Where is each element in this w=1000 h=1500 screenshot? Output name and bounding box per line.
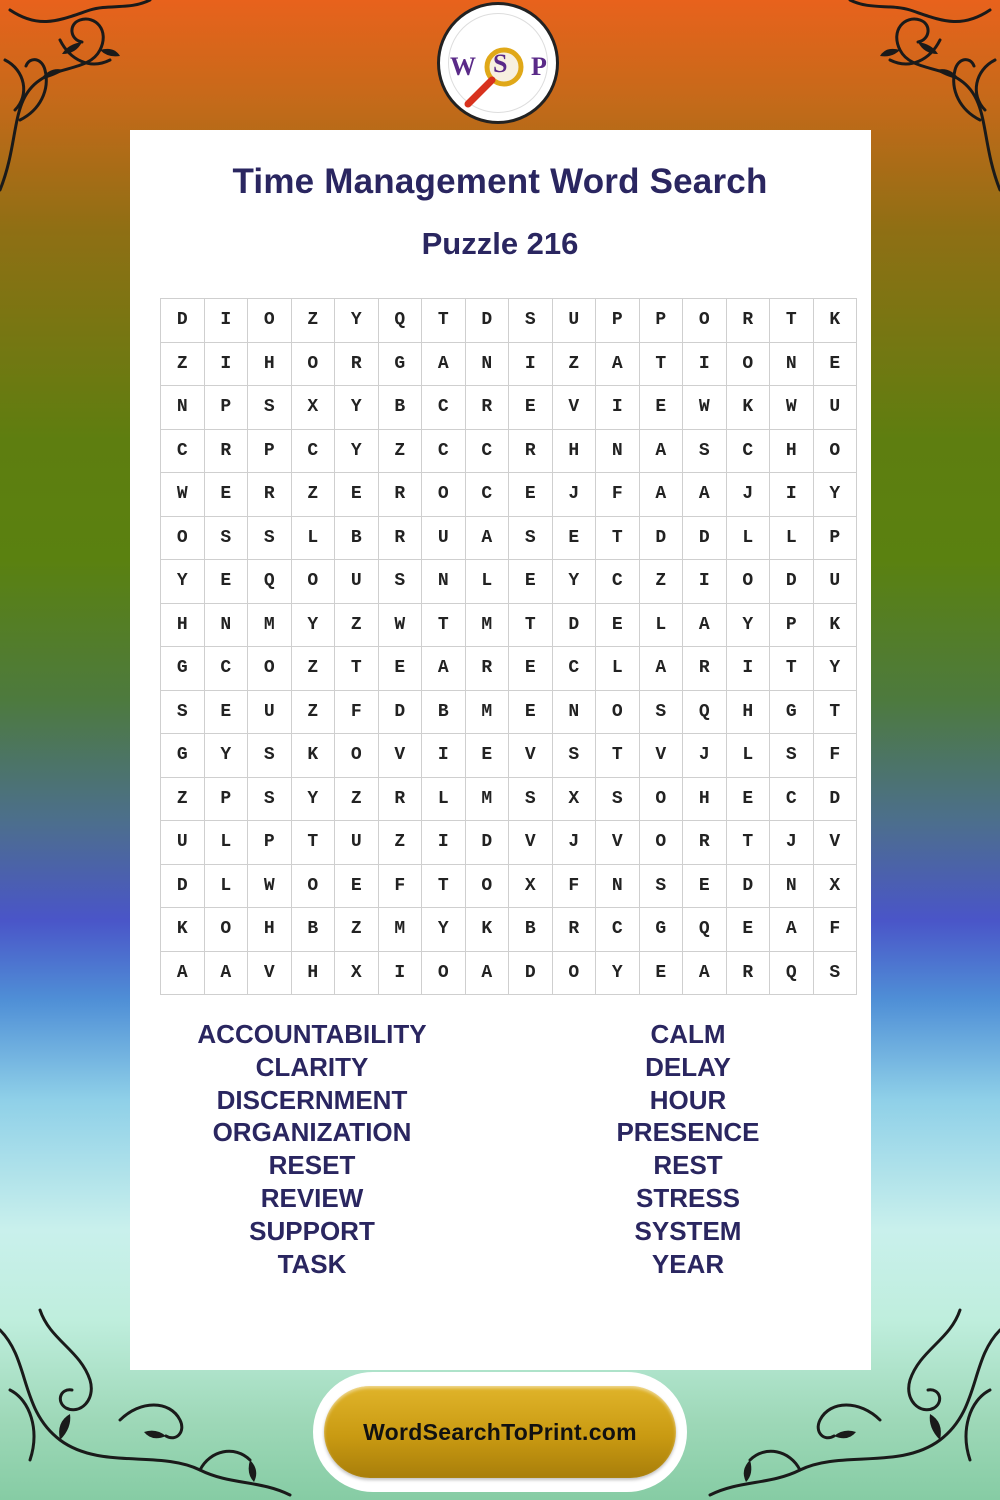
grid-cell[interactable]: P xyxy=(248,821,292,865)
grid-cell[interactable]: S xyxy=(509,516,553,560)
grid-cell[interactable]: U xyxy=(813,560,857,604)
grid-cell[interactable]: E xyxy=(204,473,248,517)
grid-cell[interactable]: L xyxy=(726,516,770,560)
grid-cell[interactable]: Z xyxy=(291,647,335,691)
word-list-item: RESET xyxy=(268,1150,356,1181)
grid-cell[interactable]: N xyxy=(465,342,509,386)
grid-row xyxy=(161,342,857,386)
grid-cell[interactable]: O xyxy=(552,951,596,995)
grid-cell[interactable]: Q xyxy=(683,908,727,952)
grid-cell[interactable]: J xyxy=(552,821,596,865)
grid-cell[interactable]: Q xyxy=(248,560,292,604)
grid-cell[interactable]: R xyxy=(204,429,248,473)
grid-cell[interactable]: O xyxy=(291,560,335,604)
grid-cell[interactable]: O xyxy=(596,690,640,734)
grid-cell[interactable]: N xyxy=(204,603,248,647)
grid-cell[interactable]: S xyxy=(813,951,857,995)
grid-cell[interactable]: D xyxy=(683,516,727,560)
grid-cell[interactable]: X xyxy=(291,386,335,430)
grid-cell[interactable]: P xyxy=(204,777,248,821)
grid-cell[interactable]: O xyxy=(726,342,770,386)
grid-cell[interactable]: Q xyxy=(770,951,814,995)
grid-cell[interactable]: C xyxy=(465,429,509,473)
grid-row xyxy=(161,429,857,473)
grid-cell[interactable]: L xyxy=(465,560,509,604)
grid-cell[interactable]: S xyxy=(248,386,292,430)
grid-cell[interactable]: A xyxy=(465,516,509,560)
grid-row xyxy=(161,734,857,778)
grid-cell[interactable]: X xyxy=(552,777,596,821)
grid-cell[interactable]: O xyxy=(726,560,770,604)
grid-row xyxy=(161,603,857,647)
grid-cell[interactable]: O xyxy=(683,299,727,343)
grid-cell[interactable]: P xyxy=(639,299,683,343)
grid-cell[interactable]: I xyxy=(683,560,727,604)
grid-cell[interactable]: S xyxy=(552,734,596,778)
grid-cell[interactable]: X xyxy=(509,864,553,908)
word-list-item: STRESS xyxy=(635,1182,741,1213)
grid-cell[interactable]: N xyxy=(596,429,640,473)
grid-cell[interactable]: G xyxy=(770,690,814,734)
grid-row xyxy=(161,647,857,691)
grid-cell[interactable]: D xyxy=(378,690,422,734)
grid-cell[interactable]: E xyxy=(335,473,379,517)
grid-cell[interactable]: T xyxy=(596,734,640,778)
grid-cell[interactable]: A xyxy=(204,951,248,995)
grid-row xyxy=(161,777,857,821)
puzzle-number: Puzzle 216 xyxy=(421,226,579,261)
grid-cell[interactable]: L xyxy=(291,516,335,560)
grid-cell[interactable]: E xyxy=(683,864,727,908)
grid-cell[interactable]: R xyxy=(683,647,727,691)
word-list-item: YEAR xyxy=(651,1248,725,1279)
grid-cell[interactable]: E xyxy=(509,647,553,691)
grid-cell[interactable]: Y xyxy=(291,603,335,647)
grid-cell[interactable]: E xyxy=(465,734,509,778)
grid-cell[interactable]: C xyxy=(596,560,640,604)
grid-cell[interactable]: Z xyxy=(291,299,335,343)
grid-cell[interactable]: T xyxy=(639,342,683,386)
grid-cell[interactable]: R xyxy=(726,951,770,995)
grid-cell[interactable]: Y xyxy=(726,603,770,647)
grid-cell[interactable]: Z xyxy=(378,821,422,865)
grid-cell[interactable]: E xyxy=(204,560,248,604)
grid-cell[interactable]: T xyxy=(509,603,553,647)
logo-letter-p: P xyxy=(531,52,547,81)
grid-cell[interactable]: T xyxy=(422,299,466,343)
word-list-item: HOUR xyxy=(649,1084,727,1115)
grid-cell[interactable]: Z xyxy=(335,777,379,821)
grid-cell[interactable]: N xyxy=(552,690,596,734)
grid-cell[interactable]: S xyxy=(378,560,422,604)
grid-cell[interactable]: C xyxy=(291,429,335,473)
grid-cell[interactable]: F xyxy=(335,690,379,734)
grid-cell[interactable]: V xyxy=(813,821,857,865)
grid-cell[interactable]: L xyxy=(204,821,248,865)
grid-cell[interactable]: O xyxy=(639,821,683,865)
grid-cell[interactable]: C xyxy=(552,647,596,691)
grid-cell[interactable]: K xyxy=(813,299,857,343)
grid-cell[interactable]: S xyxy=(248,777,292,821)
grid-cell[interactable]: T xyxy=(813,690,857,734)
grid-cell[interactable]: S xyxy=(248,516,292,560)
grid-cell[interactable]: L xyxy=(770,516,814,560)
grid-cell[interactable]: S xyxy=(770,734,814,778)
grid-row xyxy=(161,908,857,952)
grid-cell[interactable]: I xyxy=(770,473,814,517)
grid-cell[interactable]: S xyxy=(639,690,683,734)
grid-cell[interactable]: H xyxy=(770,429,814,473)
grid-cell[interactable]: M xyxy=(465,690,509,734)
page-title: Time Management Word Search xyxy=(232,162,768,201)
grid-cell[interactable]: T xyxy=(422,603,466,647)
grid-cell[interactable]: B xyxy=(291,908,335,952)
grid-cell[interactable]: O xyxy=(639,777,683,821)
grid-cell[interactable]: M xyxy=(378,908,422,952)
grid-cell[interactable]: C xyxy=(204,647,248,691)
grid-cell[interactable]: Z xyxy=(161,342,205,386)
grid-cell[interactable]: Z xyxy=(291,690,335,734)
grid-cell[interactable]: K xyxy=(161,908,205,952)
grid-cell[interactable]: L xyxy=(639,603,683,647)
grid-cell[interactable]: R xyxy=(552,908,596,952)
grid-cell[interactable]: W xyxy=(161,473,205,517)
word-list-item: CLARITY xyxy=(255,1051,369,1082)
grid-cell[interactable]: E xyxy=(552,516,596,560)
grid-cell[interactable]: Y xyxy=(335,386,379,430)
grid-cell[interactable]: Y xyxy=(335,429,379,473)
grid-cell[interactable]: I xyxy=(596,386,640,430)
grid-cell[interactable]: C xyxy=(770,777,814,821)
grid-cell[interactable]: M xyxy=(465,603,509,647)
grid-cell[interactable]: E xyxy=(204,690,248,734)
grid-cell[interactable]: O xyxy=(204,908,248,952)
grid-cell[interactable]: G xyxy=(161,647,205,691)
grid-cell[interactable]: H xyxy=(291,951,335,995)
grid-cell[interactable]: A xyxy=(770,908,814,952)
grid-cell[interactable]: O xyxy=(291,342,335,386)
grid-cell[interactable]: H xyxy=(552,429,596,473)
grid-cell[interactable]: L xyxy=(422,777,466,821)
grid-cell[interactable]: A xyxy=(465,951,509,995)
grid-cell[interactable]: Y xyxy=(422,908,466,952)
grid-cell[interactable]: T xyxy=(335,647,379,691)
grid-cell[interactable]: K xyxy=(291,734,335,778)
grid-cell[interactable]: B xyxy=(335,516,379,560)
grid-cell[interactable]: V xyxy=(509,821,553,865)
grid-cell[interactable]: Y xyxy=(552,560,596,604)
grid-cell[interactable]: S xyxy=(161,690,205,734)
grid-cell[interactable]: R xyxy=(683,821,727,865)
word-list-item: ORGANIZATION xyxy=(212,1117,412,1148)
grid-cell[interactable]: N xyxy=(770,864,814,908)
grid-row xyxy=(161,690,857,734)
grid-cell[interactable]: W xyxy=(770,386,814,430)
wsp-logo[interactable] xyxy=(437,2,559,124)
grid-cell[interactable]: U xyxy=(813,386,857,430)
grid-cell[interactable]: G xyxy=(378,342,422,386)
grid-cell[interactable]: S xyxy=(248,734,292,778)
grid-cell[interactable]: U xyxy=(335,821,379,865)
grid-cell[interactable]: L xyxy=(204,864,248,908)
grid-cell[interactable]: Z xyxy=(335,603,379,647)
grid-cell[interactable]: I xyxy=(422,821,466,865)
grid-cell[interactable]: H xyxy=(683,777,727,821)
grid-cell[interactable]: I xyxy=(422,734,466,778)
grid-cell[interactable]: R xyxy=(465,386,509,430)
grid-cell[interactable]: T xyxy=(770,647,814,691)
grid-cell[interactable]: E xyxy=(378,647,422,691)
grid-cell[interactable]: B xyxy=(509,908,553,952)
grid-cell[interactable]: J xyxy=(552,473,596,517)
grid-cell[interactable]: Y xyxy=(291,777,335,821)
grid-cell[interactable]: I xyxy=(204,299,248,343)
grid-cell[interactable]: D xyxy=(639,516,683,560)
grid-cell[interactable]: D xyxy=(161,299,205,343)
grid-cell[interactable]: S xyxy=(639,864,683,908)
grid-cell[interactable]: R xyxy=(248,473,292,517)
grid-cell[interactable]: H xyxy=(248,342,292,386)
grid-cell[interactable]: Z xyxy=(161,777,205,821)
grid-cell[interactable]: O xyxy=(422,473,466,517)
grid-cell[interactable]: R xyxy=(509,429,553,473)
grid-cell[interactable]: X xyxy=(335,951,379,995)
grid-cell[interactable]: N xyxy=(161,386,205,430)
grid-row xyxy=(161,951,857,995)
grid-cell[interactable]: I xyxy=(509,342,553,386)
grid-cell[interactable]: Z xyxy=(639,560,683,604)
grid-cell[interactable]: A xyxy=(683,951,727,995)
grid-cell[interactable]: F xyxy=(596,473,640,517)
grid-cell[interactable]: O xyxy=(335,734,379,778)
logo-letter-s: S xyxy=(493,49,508,78)
grid-cell[interactable]: R xyxy=(465,647,509,691)
grid-cell[interactable]: R xyxy=(378,516,422,560)
grid-cell[interactable]: C xyxy=(161,429,205,473)
grid-cell[interactable]: N xyxy=(770,342,814,386)
grid-cell[interactable]: K xyxy=(726,386,770,430)
grid-cell[interactable]: T xyxy=(422,864,466,908)
website-link-button[interactable] xyxy=(324,1386,676,1478)
website-link-label: WordSearchToPrint.com xyxy=(363,1418,637,1445)
grid-cell[interactable]: Y xyxy=(161,560,205,604)
grid-cell[interactable]: K xyxy=(465,908,509,952)
grid-cell[interactable]: O xyxy=(291,864,335,908)
grid-cell[interactable]: Y xyxy=(596,951,640,995)
word-list-item: CALM xyxy=(650,1019,726,1049)
grid-cell[interactable]: Y xyxy=(813,473,857,517)
grid-cell[interactable]: P xyxy=(596,299,640,343)
grid-cell[interactable]: E xyxy=(639,951,683,995)
grid-cell[interactable]: P xyxy=(204,386,248,430)
grid-cell[interactable]: V xyxy=(509,734,553,778)
grid-cell[interactable]: A xyxy=(161,951,205,995)
grid-cell[interactable]: V xyxy=(378,734,422,778)
grid-cell[interactable]: C xyxy=(465,473,509,517)
grid-cell[interactable]: E xyxy=(509,560,553,604)
grid-cell[interactable]: L xyxy=(726,734,770,778)
grid-cell[interactable]: C xyxy=(726,429,770,473)
grid-cell[interactable]: R xyxy=(378,777,422,821)
grid-cell[interactable]: R xyxy=(378,473,422,517)
word-list-item: DISCERNMENT xyxy=(216,1084,408,1115)
grid-cell[interactable]: V xyxy=(552,386,596,430)
grid-cell[interactable]: R xyxy=(335,342,379,386)
grid-cell[interactable]: S xyxy=(509,777,553,821)
grid-cell[interactable]: E xyxy=(335,864,379,908)
grid-cell[interactable]: A xyxy=(683,473,727,517)
word-list-left xyxy=(162,1018,462,1280)
grid-cell[interactable]: V xyxy=(248,951,292,995)
grid-cell[interactable]: E xyxy=(639,386,683,430)
grid-cell[interactable]: O xyxy=(248,647,292,691)
grid-cell[interactable]: P xyxy=(248,429,292,473)
grid-cell[interactable]: I xyxy=(204,342,248,386)
grid-cell[interactable]: Y xyxy=(204,734,248,778)
grid-cell[interactable]: P xyxy=(813,516,857,560)
grid-cell[interactable]: I xyxy=(378,951,422,995)
grid-cell[interactable]: E xyxy=(509,690,553,734)
grid-cell[interactable]: O xyxy=(161,516,205,560)
grid-cell[interactable]: Z xyxy=(335,908,379,952)
grid-cell[interactable]: Z xyxy=(552,342,596,386)
grid-row xyxy=(161,299,857,343)
grid-cell[interactable]: O xyxy=(248,299,292,343)
grid-cell[interactable]: D xyxy=(770,560,814,604)
grid-row xyxy=(161,386,857,430)
grid-cell[interactable]: M xyxy=(465,777,509,821)
grid-cell[interactable]: A xyxy=(639,429,683,473)
grid-cell[interactable]: B xyxy=(378,386,422,430)
grid-cell[interactable]: U xyxy=(422,516,466,560)
grid-cell[interactable]: T xyxy=(770,299,814,343)
grid-cell[interactable]: L xyxy=(596,647,640,691)
logo-letter-w: W xyxy=(450,52,476,81)
grid-cell[interactable]: V xyxy=(596,821,640,865)
grid-row xyxy=(161,560,857,604)
grid-cell[interactable]: C xyxy=(422,429,466,473)
grid-cell[interactable]: M xyxy=(248,603,292,647)
grid-cell[interactable]: S xyxy=(683,429,727,473)
grid-cell[interactable]: T xyxy=(726,821,770,865)
grid-cell[interactable]: U xyxy=(335,560,379,604)
grid-cell[interactable]: P xyxy=(770,603,814,647)
grid-cell[interactable]: F xyxy=(813,734,857,778)
grid-cell[interactable]: N xyxy=(596,864,640,908)
word-list-item: REVIEW xyxy=(260,1182,364,1213)
grid-cell[interactable]: E xyxy=(813,342,857,386)
grid-cell[interactable]: O xyxy=(422,951,466,995)
grid-cell[interactable]: A xyxy=(683,603,727,647)
grid-cell[interactable]: A xyxy=(639,647,683,691)
grid-row xyxy=(161,516,857,560)
grid-cell[interactable]: J xyxy=(683,734,727,778)
word-list-item: REST xyxy=(653,1150,723,1181)
grid-cell[interactable]: V xyxy=(639,734,683,778)
grid-cell[interactable]: T xyxy=(291,821,335,865)
grid-cell[interactable]: W xyxy=(683,386,727,430)
grid-cell[interactable]: X xyxy=(813,864,857,908)
word-list-item: TASK xyxy=(277,1248,347,1279)
grid-cell[interactable]: R xyxy=(726,299,770,343)
word-list-item: DELAY xyxy=(645,1051,731,1082)
grid-cell[interactable]: U xyxy=(552,299,596,343)
grid-cell[interactable]: J xyxy=(770,821,814,865)
grid-cell[interactable]: D xyxy=(552,603,596,647)
grid-cell[interactable]: S xyxy=(204,516,248,560)
grid-cell[interactable]: U xyxy=(161,821,205,865)
grid-cell[interactable]: A xyxy=(639,473,683,517)
letter-grid xyxy=(160,298,857,995)
grid-cell[interactable]: E xyxy=(509,473,553,517)
grid-cell[interactable]: E xyxy=(596,603,640,647)
grid-cell[interactable]: F xyxy=(813,908,857,952)
grid-cell[interactable]: K xyxy=(813,603,857,647)
grid-cell[interactable]: Y xyxy=(813,647,857,691)
grid-cell[interactable]: N xyxy=(422,560,466,604)
grid-cell[interactable]: I xyxy=(683,342,727,386)
grid-cell[interactable]: Q xyxy=(378,299,422,343)
grid-cell[interactable]: C xyxy=(596,908,640,952)
grid-cell[interactable]: E xyxy=(726,908,770,952)
word-list-item: PRESENCE xyxy=(616,1117,760,1148)
word-list-item: SUPPORT xyxy=(249,1215,375,1246)
grid-cell[interactable]: W xyxy=(248,864,292,908)
grid-cell[interactable]: F xyxy=(552,864,596,908)
grid-cell[interactable]: U xyxy=(248,690,292,734)
grid-cell[interactable]: A xyxy=(596,342,640,386)
grid-row xyxy=(161,821,857,865)
grid-cell[interactable]: B xyxy=(422,690,466,734)
word-list-item: SYSTEM xyxy=(634,1215,742,1246)
grid-cell[interactable]: H xyxy=(161,603,205,647)
grid-cell[interactable]: A xyxy=(422,342,466,386)
grid-cell[interactable]: J xyxy=(726,473,770,517)
grid-cell[interactable]: D xyxy=(465,299,509,343)
grid-cell[interactable]: Y xyxy=(335,299,379,343)
grid-cell[interactable]: Z xyxy=(291,473,335,517)
grid-cell[interactable]: D xyxy=(161,864,205,908)
grid-cell[interactable]: H xyxy=(248,908,292,952)
word-list-item: ACCOUNTABILITY xyxy=(197,1019,427,1049)
grid-cell[interactable]: W xyxy=(378,603,422,647)
grid-cell[interactable]: E xyxy=(726,777,770,821)
word-list-right xyxy=(538,1018,838,1280)
grid-cell[interactable]: T xyxy=(596,516,640,560)
grid-cell[interactable]: G xyxy=(639,908,683,952)
grid-cell[interactable]: I xyxy=(726,647,770,691)
grid-cell[interactable]: G xyxy=(161,734,205,778)
grid-cell[interactable]: A xyxy=(422,647,466,691)
grid-cell[interactable]: F xyxy=(378,864,422,908)
grid-row xyxy=(161,864,857,908)
grid-cell[interactable]: S xyxy=(509,299,553,343)
grid-cell[interactable]: D xyxy=(813,777,857,821)
grid-cell[interactable]: O xyxy=(813,429,857,473)
grid-cell[interactable]: S xyxy=(596,777,640,821)
grid-cell[interactable]: E xyxy=(509,386,553,430)
grid-cell[interactable]: O xyxy=(465,864,509,908)
grid-cell[interactable]: Q xyxy=(683,690,727,734)
grid-cell[interactable]: C xyxy=(422,386,466,430)
grid-cell[interactable]: H xyxy=(726,690,770,734)
grid-cell[interactable]: Z xyxy=(378,429,422,473)
grid-cell[interactable]: D xyxy=(509,951,553,995)
grid-cell[interactable]: D xyxy=(465,821,509,865)
grid-row xyxy=(161,473,857,517)
grid-cell[interactable]: D xyxy=(726,864,770,908)
